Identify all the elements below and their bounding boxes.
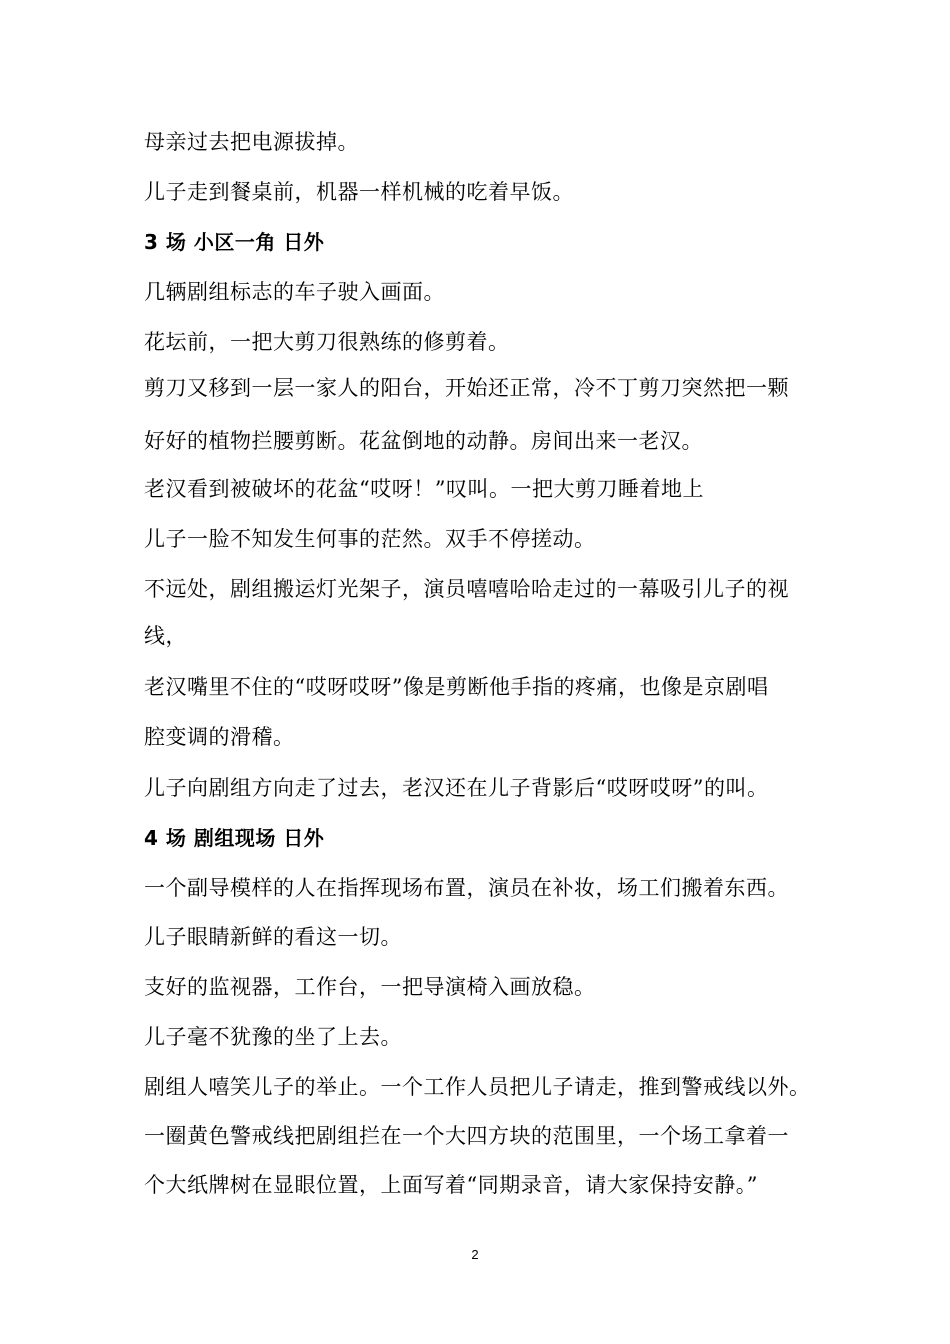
paragraph-line: 线， bbox=[144, 624, 187, 648]
scene-heading: 4 场 剧组现场 日外 bbox=[144, 826, 325, 850]
paragraph-line: 老汉看到被破坏的花盆“哎呀！”叹叫。一把大剪刀睡着地上 bbox=[144, 477, 704, 501]
paragraph-line: 剪刀又移到一层一家人的阳台，开始还正常，冷不丁剪刀突然把一颗 bbox=[144, 376, 789, 400]
paragraph-line: 不远处，剧组搬运灯光架子，演员嘻嘻哈哈走过的一幕吸引儿子的视 bbox=[144, 577, 789, 601]
paragraph-line: 花坛前，一把大剪刀很熟练的修剪着。 bbox=[144, 330, 510, 354]
paragraph-line: 儿子毫不犹豫的坐了上去。 bbox=[144, 1025, 402, 1049]
paragraph-line: 老汉嘴里不住的“哎呀哎呀”像是剪断他手指的疼痛，也像是京剧唱 bbox=[144, 675, 769, 699]
paragraph-line: 儿子眼睛新鲜的看这一切。 bbox=[144, 925, 402, 949]
paragraph-line: 支好的监视器，工作台，一把导演椅入画放稳。 bbox=[144, 975, 596, 999]
paragraph-line: 个大纸牌树在显眼位置，上面写着“同期录音，请大家保持安静。” bbox=[144, 1173, 758, 1197]
paragraph-line: 腔变调的滑稽。 bbox=[144, 725, 295, 749]
paragraph-line: 儿子向剧组方向走了过去，老汉还在儿子背影后“哎呀哎呀”的叫。 bbox=[144, 776, 769, 800]
paragraph-line: 一个副导模样的人在指挥现场布置，演员在补妆，场工们搬着东西。 bbox=[144, 876, 789, 900]
paragraph-line: 儿子一脸不知发生何事的茫然。双手不停搓动。 bbox=[144, 527, 596, 551]
paragraph-line: 剧组人嘻笑儿子的举止。一个工作人员把儿子请走，推到警戒线以外。 bbox=[144, 1075, 811, 1099]
page-number: 2 bbox=[471, 1247, 479, 1262]
scene-heading: 3 场 小区一角 日外 bbox=[144, 230, 325, 254]
paragraph-line: 一圈黄色警戒线把剧组拦在一个大四方块的范围里，一个场工拿着一 bbox=[144, 1124, 789, 1148]
paragraph-line: 几辆剧组标志的车子驶入画面。 bbox=[144, 280, 445, 304]
paragraph-line: 母亲过去把电源拔掉。 bbox=[144, 130, 359, 154]
paragraph-line: 儿子走到餐桌前，机器一样机械的吃着早饭。 bbox=[144, 180, 574, 204]
paragraph-line: 好好的植物拦腰剪断。花盆倒地的动静。房间出来一老汉。 bbox=[144, 429, 703, 453]
